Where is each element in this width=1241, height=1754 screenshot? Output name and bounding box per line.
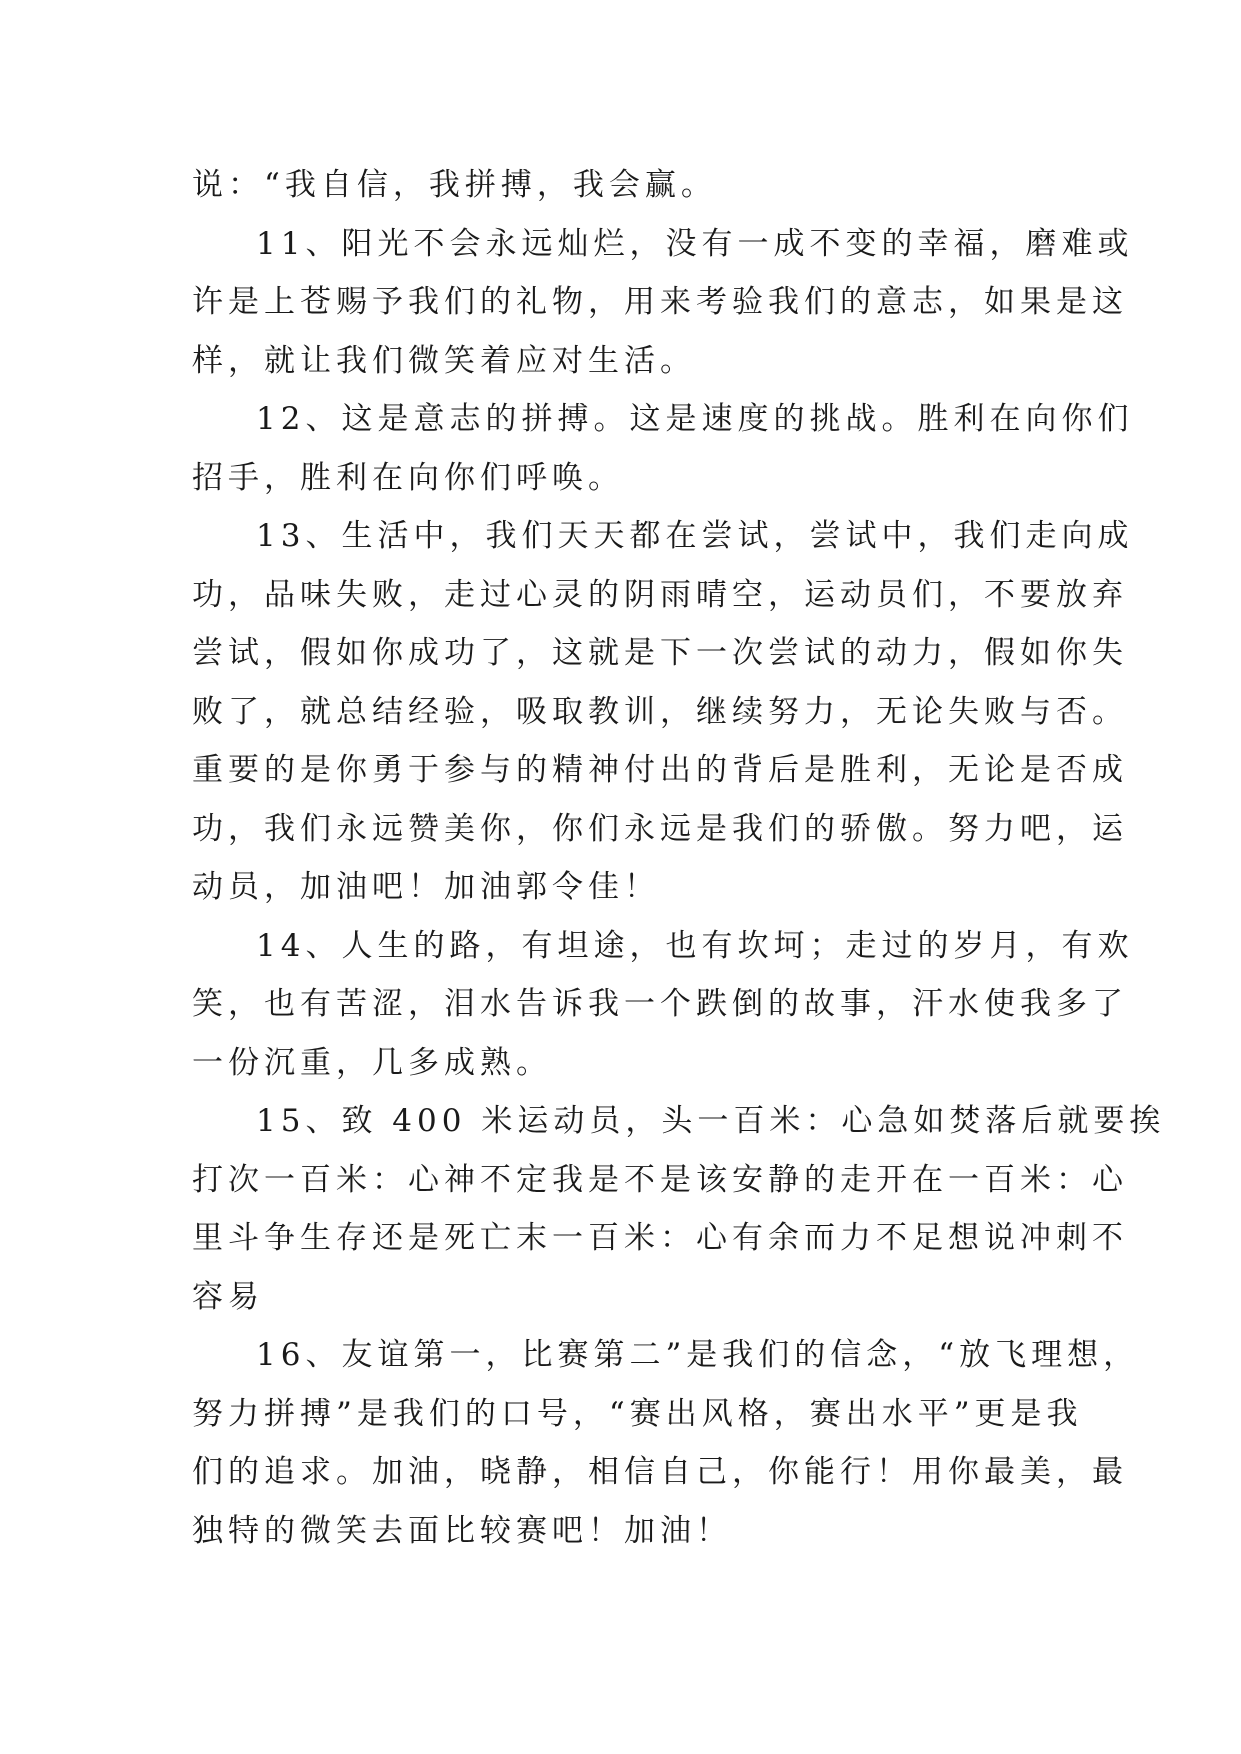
text-line: 15、致 400 米运动员，头一百米：心急如焚落后就要挨 (256, 1103, 1166, 1139)
text-line: 容易 (192, 1278, 264, 1315)
paragraph-p-15 (192, 1092, 1166, 1326)
paragraph-p-16 (192, 1326, 1140, 1560)
text-line: 招手，胜利在向你们呼唤。 (192, 459, 624, 496)
text-line: 许是上苍赐予我们的礼物，用来考验我们的意志，如果是这 (192, 284, 1128, 320)
text-line: 笑，也有苦涩，泪水告诉我一个跌倒的故事，汗水使我多了 (192, 986, 1128, 1022)
text-line: 动员，加油吧！加油郭令佳！ (192, 869, 660, 905)
text-line: 说：“我自信，我拼搏，我会赢。 (192, 167, 717, 203)
paragraph-p-11 (192, 215, 1134, 391)
text-line: 努力拼搏”是我们的口号，“赛出风格，赛出水平”更是我 (192, 1395, 1083, 1432)
text-line: 样，就让我们微笑着应对生活。 (192, 342, 696, 379)
paragraph-p-12 (192, 390, 1134, 507)
text-line: 一份沉重，几多成熟。 (192, 1044, 552, 1081)
document-body (192, 156, 1166, 1560)
text-line: 打次一百米：心神不定我是不是该安静的走开在一百米：心 (192, 1161, 1128, 1198)
text-line: 败了，就总结经验，吸取教训，继续努力，无论失败与否。 (192, 693, 1128, 730)
text-line: 14、人生的路，有坦途，也有坎坷；走过的岁月，有欢 (256, 927, 1134, 964)
text-line: 功，我们永远赞美你，你们永远是我们的骄傲。努力吧，运 (192, 810, 1128, 847)
paragraph-p-13 (192, 507, 1134, 917)
text-line: 们的追求。加油，晓静，相信自己，你能行！用你最美，最 (192, 1454, 1128, 1490)
text-line: 独特的微笑去面比较赛吧！加油！ (192, 1512, 732, 1549)
text-line: 11、阳光不会永远灿烂，没有一成不变的幸福，磨难或 (256, 225, 1134, 262)
text-line: 重要的是你勇于参与的精神付出的背后是胜利，无论是否成 (192, 752, 1128, 788)
text-line: 16、友谊第一，比赛第二”是我们的信念，“放飞理想， (256, 1337, 1140, 1373)
text-line: 功，品味失败，走过心灵的阴雨晴空，运动员们，不要放弃 (192, 576, 1128, 613)
text-line: 12、这是意志的拼搏。这是速度的挑战。胜利在向你们 (256, 401, 1134, 437)
text-line: 里斗争生存还是死亡末一百米：心有余而力不足想说冲刺不 (192, 1220, 1128, 1256)
paragraph-p-continued (192, 156, 1062, 215)
paragraph-p-14 (192, 917, 1134, 1093)
text-line: 13、生活中，我们天天都在尝试，尝试中，我们走向成 (256, 518, 1134, 554)
text-line: 尝试，假如你成功了，这就是下一次尝试的动力，假如你失 (192, 635, 1128, 671)
